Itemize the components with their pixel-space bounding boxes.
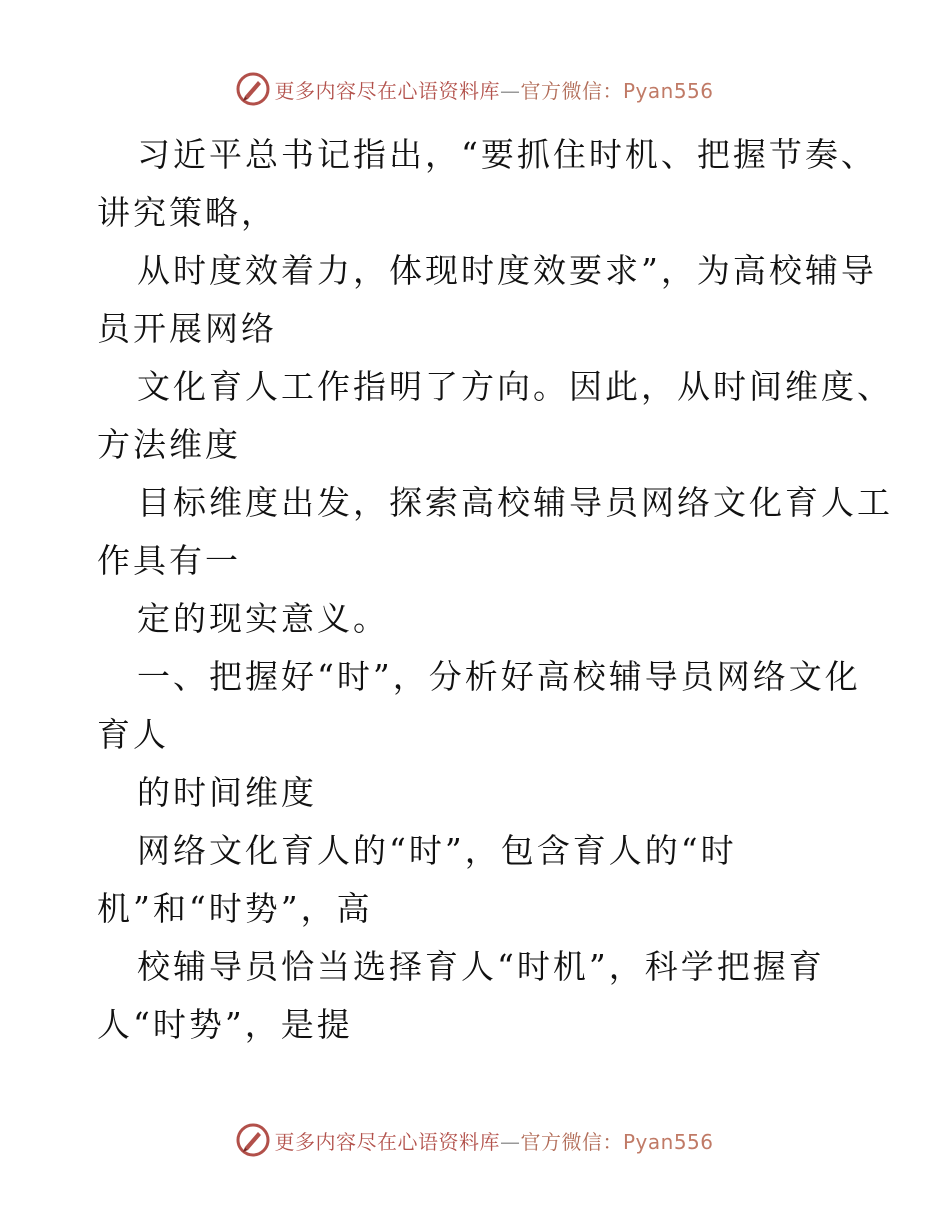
footer-wechat-label: 官方微信： — [520, 1129, 623, 1154]
footer-text — [274, 1126, 713, 1155]
header-wechat-id: Pyan556 — [622, 78, 714, 103]
pen-logo-icon — [236, 1123, 270, 1157]
body-line: 从时度效着力，体现时度效要求”，为高校辅导 — [137, 251, 877, 290]
header-dash: — — [499, 78, 521, 103]
body-line: 网络文化育人的“时”，包含育人的“时 — [137, 831, 737, 870]
section-heading: 一、把握好“时”，分析好高校辅导员网络文化 — [137, 657, 861, 696]
body-line: 人“时势”，是提 — [97, 1005, 353, 1044]
footer-banner — [0, 1123, 950, 1157]
header-text — [274, 75, 713, 104]
document-body — [97, 126, 893, 1054]
body-line: 校辅导员恰当选择育人“时机”，科学把握育 — [137, 947, 825, 986]
footer-wechat-id: Pyan556 — [622, 1129, 714, 1154]
body-line: 定的现实意义。 — [137, 599, 389, 638]
section-heading-cont: 育人 — [97, 715, 169, 754]
body-line: 员开展网络 — [97, 309, 277, 348]
body-line: 讲究策略， — [97, 193, 277, 232]
body-line: 机”和“时势”，高 — [97, 889, 373, 928]
header-wechat-label: 官方微信： — [520, 78, 623, 103]
header-site-text: 更多内容尽在心语资料库 — [274, 78, 500, 103]
body-line: 目标维度出发，探索高校辅导员网络文化育人工 — [137, 483, 893, 522]
pen-logo-icon — [236, 72, 270, 106]
body-line: 方法维度 — [97, 425, 241, 464]
body-line: 作具有一 — [97, 541, 241, 580]
footer-dash: — — [499, 1129, 521, 1154]
footer-site-text: 更多内容尽在心语资料库 — [274, 1129, 500, 1154]
header-banner — [0, 72, 950, 106]
body-line: 习近平总书记指出，“要抓住时机、把握节奏、 — [137, 135, 877, 174]
section-heading-cont: 的时间维度 — [137, 773, 317, 812]
body-line: 文化育人工作指明了方向。因此，从时间维度、 — [137, 367, 893, 406]
